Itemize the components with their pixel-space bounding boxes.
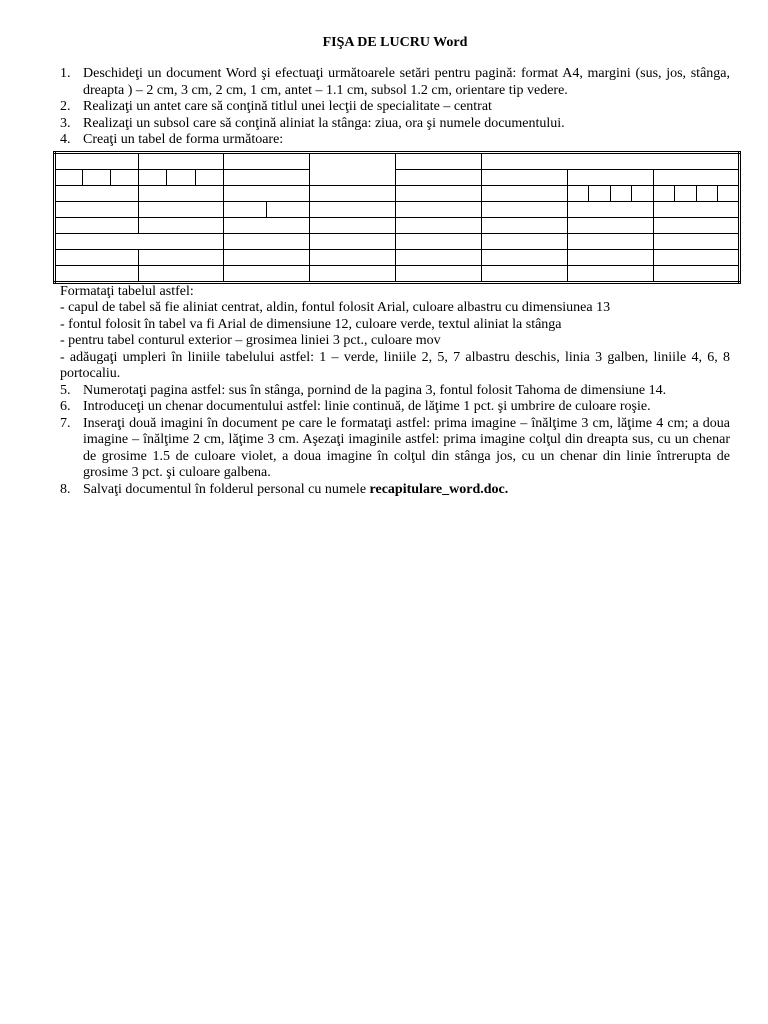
- list-item: 7. Inseraţi două imagini în document pe care le formataţi astfel: prima imagine – înălţime 3 cm, lăţime 4 cm; a doua imagine – înălţime 2 cm, lăţime 3 cm. Aşezaţi imaginile astfel: prima imagine colţul din dreapta sus, cu un chenar de grosime 1.5 de culoare violet, a doua imagine în colţul din stânga jos, cu un chenar din linie întrerupta de grosime 3 pct. şi culoare galbena.: [60, 415, 730, 480]
- steps-list-a: [60, 66, 730, 149]
- table-row: [55, 265, 740, 282]
- format-item: - capul de tabel să fie aliniat centrat, aldin, fontul folosit Arial, culoare albastru cu dimensiunea 13: [60, 300, 611, 315]
- list-item: 1. Deschideţi un document Word şi efectuaţi următoarele setări pentru pagină: format A4, margini (sus, jos, stânga, dreapta ) – 2 cm, 3 cm, 2 cm, 1 cm, antet – 1.1 cm, subsol 1.2 cm, orientare tip vedere.: [60, 66, 730, 98]
- list-item: 3. Realizaţi un subsol care să conţină aliniat la stânga: ziua, ora şi numele documentului.: [60, 115, 565, 131]
- list-item: 8. Salvaţi documentul în folderul personal cu numele recapitulare_word.doc.: [60, 481, 509, 497]
- table-row: [55, 217, 740, 233]
- file-name: recapitulare_word.doc.: [369, 481, 509, 497]
- format-item: - fontul folosit în tabel va fi Arial de dimensiune 12, culoare verde, textul aliniat la stânga: [60, 316, 562, 332]
- table-row: [55, 169, 740, 185]
- table-row: [55, 201, 740, 217]
- table-row: [55, 185, 740, 201]
- format-instructions: [60, 284, 730, 383]
- empty-table: [53, 151, 741, 284]
- format-item: - pentru tabel conturul exterior – grosimea liniei 3 pct., culoare mov: [60, 333, 441, 348]
- table-row: [55, 233, 740, 249]
- document-page: [60, 34, 730, 498]
- list-item: 2. Realizaţi un antet care să conţină titlul unei lecţii de specialitate – centrat: [60, 99, 492, 114]
- list-item: 5. Numerotaţi pagina astfel: sus în stânga, pornind de la pagina 3, fontul folosit Tahoma de dimensiune 14.: [60, 382, 667, 398]
- steps-list-b: [60, 383, 730, 499]
- format-intro: Formataţi tabelul astfel:: [60, 283, 194, 299]
- table-template: [53, 151, 739, 284]
- list-item: 6. Introduceţi un chenar documentului astfel: linie continuă, de lăţime 1 pct. şi umbrire de culoare roşie.: [60, 399, 651, 414]
- format-item: - adăugaţi umpleri în liniile tabelului astfel: 1 – verde, liniile 2, 5, 7 albastru deschis, linia 3 galben, liniile 4, 6, 8 portocaliu.: [60, 349, 730, 381]
- table-row: [55, 152, 740, 169]
- page-title: FIŞA DE LUCRU Word: [322, 35, 468, 50]
- list-item: 4. Creaţi un tabel de forma următoare:: [60, 132, 284, 147]
- table-row: [55, 249, 740, 265]
